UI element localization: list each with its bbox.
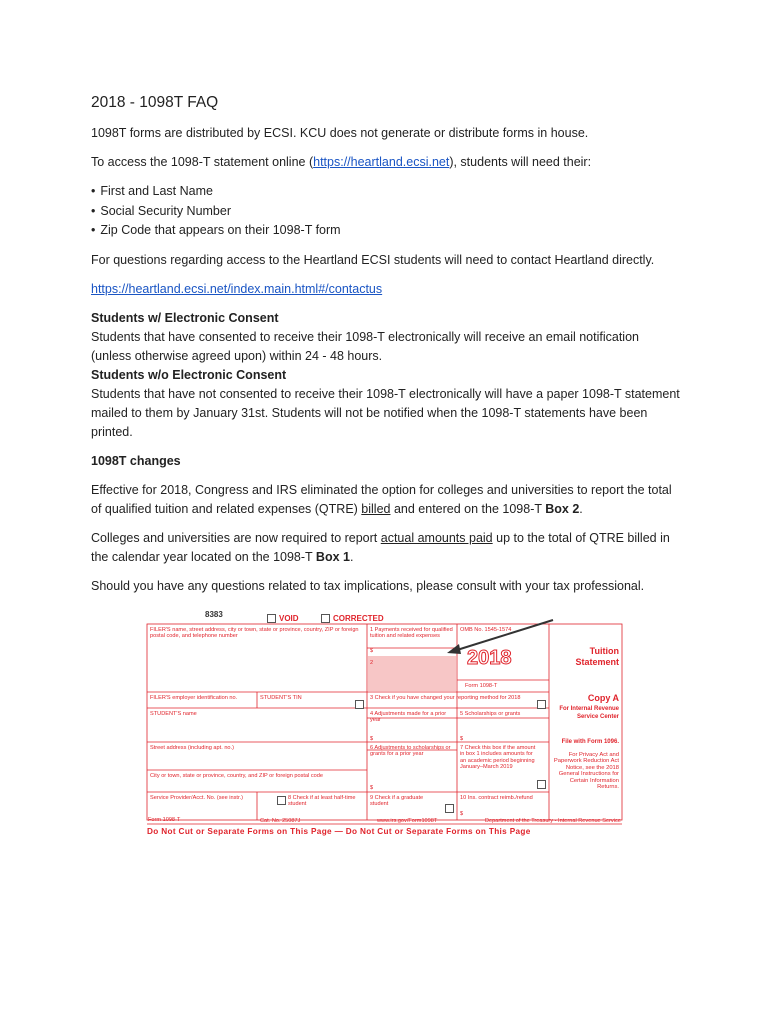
access-paragraph: To access the 1098-T statement online (https://heartland.ecsi.net), students will need their:: [91, 155, 592, 169]
consent-heading: Students w/ Electronic Consent: [91, 310, 279, 325]
do-not-cut-notice: Do Not Cut or Separate Forms on This Page — Do Not Cut or Separate Forms on This Page: [147, 827, 531, 836]
changes-paragraph: Effective for 2018, Congress and IRS eliminated the option for colleges and universities to report the total of qualified tuition and related expenses (QTRE) billed and entered on the 1098-T Box 2.: [91, 482, 672, 516]
faq-document: [91, 92, 681, 596]
provider-label: Service Provider/Acct. No. (see instr.): [150, 795, 243, 801]
colleges-paragraph: Colleges and universities are now required to report actual amounts paid up to the total of QTRE billed in the calendar year located on the 1098-T Box 1.: [91, 530, 670, 564]
filer-name-label: FILER'S name, street address, city or town, state or province, country, ZIP or foreign postal code, and telephone number: [150, 627, 359, 640]
box5-dollar: $: [460, 736, 464, 742]
list-item: • Zip Code that appears on their 1098-T form: [91, 221, 681, 241]
no-consent-heading: Students w/o Electronic Consent: [91, 367, 287, 382]
form-label: Form 1098-T: [465, 683, 498, 689]
box9-label: 9 Check if a graduate student: [370, 795, 424, 808]
heartland-link[interactable]: https://heartland.ecsi.net: [313, 155, 450, 169]
footer-form: Form 1098-T: [148, 817, 181, 823]
box9-checkbox: [445, 804, 454, 813]
student-name-label: STUDENT'S name: [150, 711, 197, 717]
cat-number: Cat. No. 25087J: [260, 818, 301, 824]
box1-dollar: $: [370, 648, 374, 654]
void-checkbox: [267, 614, 276, 623]
box5-label: 5 Scholarships or grants: [460, 711, 521, 717]
for-irs: For Internal Revenue Service Center: [559, 706, 619, 720]
requirements-list: [91, 182, 681, 241]
box8-checkbox: [277, 796, 286, 805]
intro-paragraph: 1098T forms are distributed by ECSI. KCU does not generate or distribute forms in house.: [91, 126, 589, 140]
copy-a: Copy A: [587, 693, 619, 703]
void-label: VOID: [279, 614, 299, 623]
changes-heading: 1098T changes: [91, 453, 181, 468]
box3-checkbox: [537, 700, 546, 709]
file-with: File with Form 1096.: [561, 739, 619, 745]
box1-label: 1 Payments received for qualified tuition and related expenses: [370, 627, 453, 640]
questions-paragraph: For questions regarding access to the Heartland ECSI students will need to contact Heartland directly.: [91, 252, 655, 267]
checkbox: [355, 700, 364, 709]
box4-label: 4 Adjustments made for a prior year: [370, 711, 447, 724]
corrected-checkbox: [321, 614, 330, 623]
form-1098t-image: [145, 610, 625, 840]
irs-url: www.irs.gov/Form1098T: [377, 818, 438, 824]
box3-label: 3 Check if you have changed your reporting method for 2018: [370, 695, 521, 701]
tuition-statement: Tuition Statement: [575, 646, 619, 667]
box10-dollar: $: [460, 811, 464, 817]
box4-dollar: $: [370, 736, 374, 742]
no-consent-paragraph: Students that have not consented to receive their 1098-T electronically will have a paper 1098-T statement mailed to them by January 31st. Students will not be notified when the 1098-T statements have been printed.: [91, 386, 680, 439]
box10-label: 10 Ins. contract reimb./refund: [460, 795, 533, 801]
list-item: • Social Security Number: [91, 202, 681, 222]
box6-dollar: $: [370, 785, 374, 791]
street-label: Street address (including apt. no.): [150, 745, 234, 751]
privacy-notice: For Privacy Act and Paperwork Reduction Act Notice, see the 2018 General Instructions for Certain Information Returns.: [553, 752, 619, 791]
treasury-dept: Department of the Treasury - Internal Revenue Service: [485, 818, 621, 824]
box7-checkbox: [537, 780, 546, 789]
corrected-label: CORRECTED: [333, 614, 384, 623]
filer-ein-label: FILER'S employer identification no.: [150, 695, 238, 701]
list-item: • First and Last Name: [91, 182, 681, 202]
tax-paragraph: Should you have any questions related to tax implications, please consult with your tax professional.: [91, 578, 645, 593]
box8-label: 8 Check if at least half-time student: [288, 795, 356, 808]
contact-link[interactable]: https://heartland.ecsi.net/index.main.html#/contactus: [91, 281, 383, 296]
omb-number: OMB No. 1545-1574: [460, 627, 512, 633]
box7-label: 7 Check this box if the amount in box 1 includes amounts for an academic period beginning January–March 2019: [460, 745, 536, 771]
city-label: City or town, state or province, country, and ZIP or foreign postal code: [150, 773, 323, 779]
box2-label: 2: [370, 660, 374, 666]
form-code: 8383: [205, 610, 223, 619]
box6-label: 6 Adjustments to scholarships or grants for a prior year: [370, 745, 451, 758]
consent-paragraph: Students that have consented to receive their 1098-T electronically will receive an email notification (unless otherwise agreed upon) within 24 - 48 hours.: [91, 329, 639, 363]
page-title: 2018 - 1098T FAQ: [91, 94, 219, 111]
form-year: 2018: [467, 647, 512, 669]
student-tin-label: STUDENT'S TIN: [260, 695, 302, 701]
